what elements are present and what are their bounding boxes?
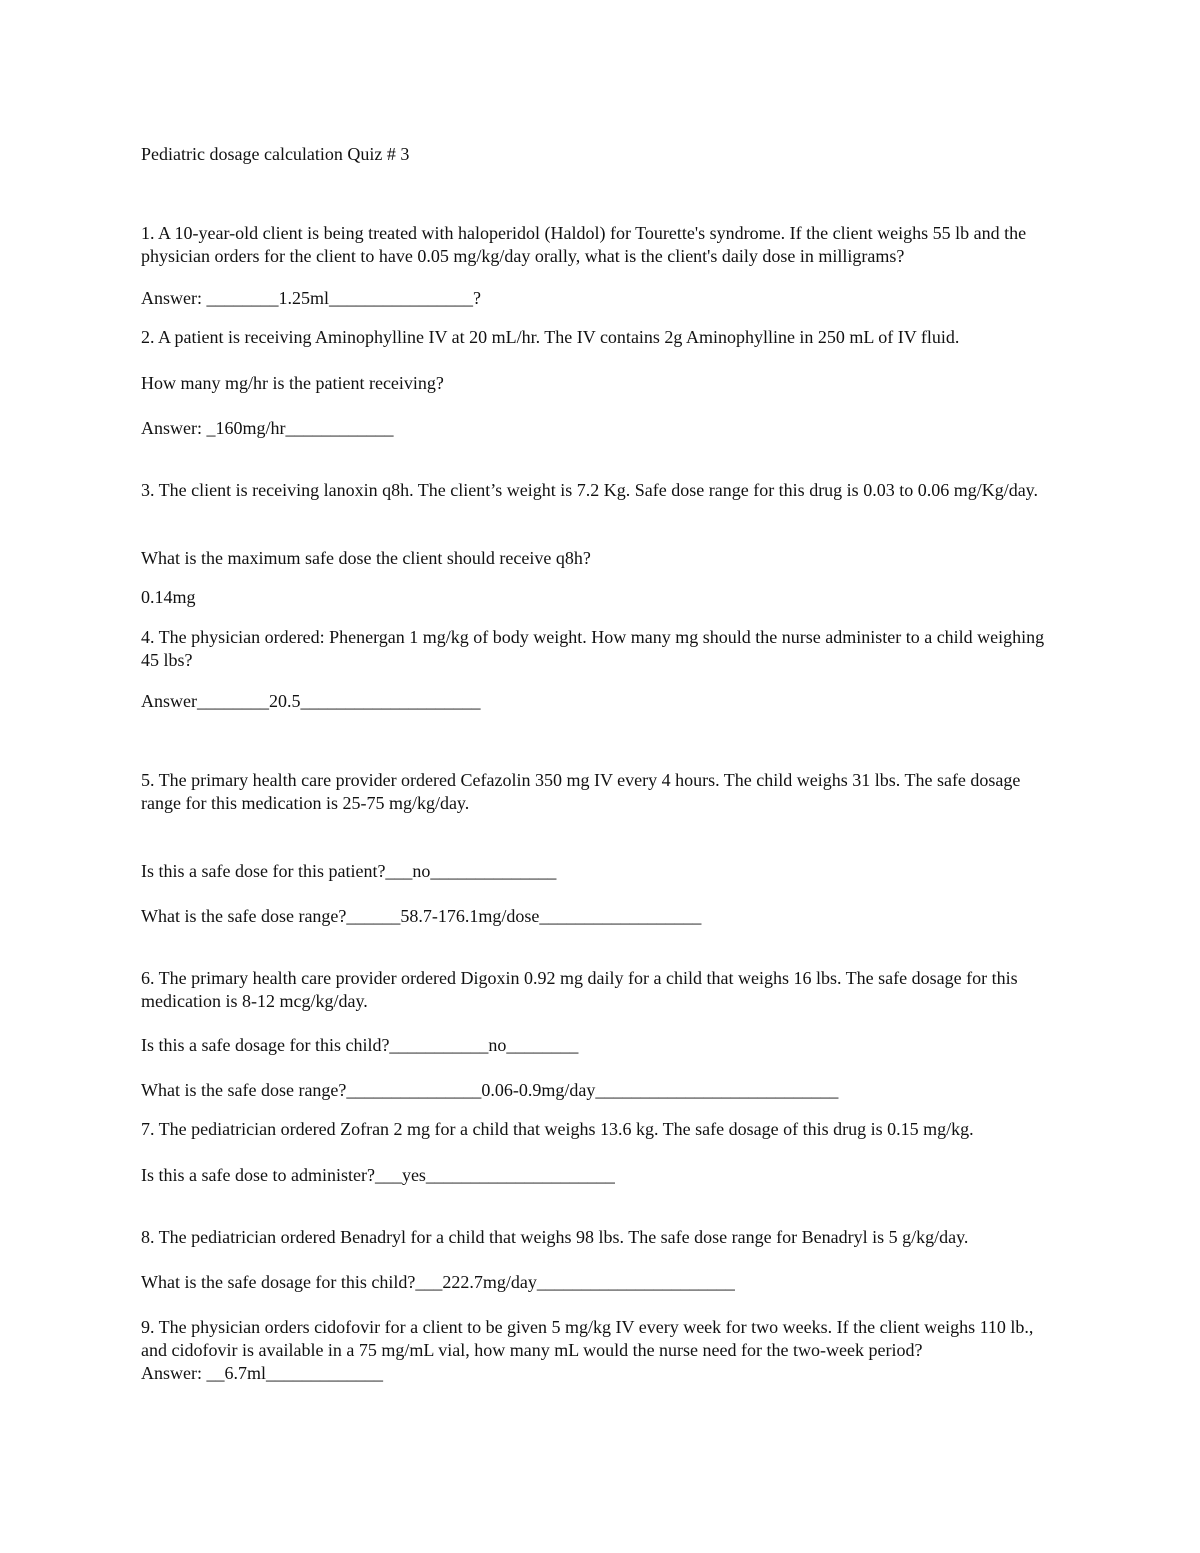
question-3-text: 3. The client is receiving lanoxin q8h. The client’s weight is 7.2 Kg. Safe dose range for this drug is 0.03 to 0.06 mg/Kg/day. [141, 480, 1039, 500]
question-1-answer: Answer: ________1.25ml________________? [141, 288, 481, 308]
question-2-question: How many mg/hr is the patient receiving? [141, 373, 444, 393]
question-9-answer: Answer: __6.7ml_____________ [141, 1363, 383, 1383]
question-2-text: 2. A patient is receiving Aminophylline IV at 20 mL/hr. The IV contains 2g Aminophylline in 250 mL of IV fluid. [141, 327, 960, 347]
question-7-safe-question: Is this a safe dose to administer?___yes_____________________ [141, 1165, 615, 1185]
question-6-range-question: What is the safe dose range?_______________0.06-0.9mg/day___________________________ [141, 1080, 839, 1100]
question-3-answer: 0.14mg [141, 587, 196, 607]
question-3-question: What is the maximum safe dose the client should receive q8h? [141, 548, 591, 568]
document-title: Pediatric dosage calculation Quiz # 3 [141, 144, 410, 164]
question-5-text: 5. The primary health care provider ordered Cefazolin 350 mg IV every 4 hours. The child weighs 31 lbs. The safe dosage range for this medication is 25-75 mg/kg/day. [141, 770, 1021, 813]
question-5-range-question: What is the safe dose range?______58.7-176.1mg/dose__________________ [141, 906, 702, 926]
question-8-text: 8. The pediatrician ordered Benadryl for a child that weighs 98 lbs. The safe dose range for Benadryl is 5 g/kg/day. [141, 1227, 969, 1247]
question-9-text: 9. The physician orders cidofovir for a client to be given 5 mg/kg IV every week for two weeks. If the client weighs 110 lb., and cidofovir is available in a 75 mg/mL vial, how many mL would the nurse need for the two-week period? [141, 1317, 1034, 1360]
question-6-text: 6. The primary health care provider ordered Digoxin 0.92 mg daily for a child that weighs 16 lbs. The safe dosage for this medication is 8-12 mcg/kg/day. [141, 968, 1018, 1011]
question-8-safe-question: What is the safe dosage for this child?___222.7mg/day______________________ [141, 1272, 735, 1292]
question-1-text: 1. A 10-year-old client is being treated with haloperidol (Haldol) for Tourette's syndrome. If the client weighs 55 lb and the physician orders for the client to have 0.05 mg/kg/day orally, what is the client's daily dose in milligrams? [141, 223, 1027, 266]
question-6-safe-question: Is this a safe dosage for this child?___________no________ [141, 1035, 579, 1055]
question-4-answer: Answer________20.5____________________ [141, 691, 481, 711]
question-7-text: 7. The pediatrician ordered Zofran 2 mg for a child that weighs 13.6 kg. The safe dosage of this drug is 0.15 mg/kg. [141, 1119, 974, 1139]
question-5-safe-question: Is this a safe dose for this patient?___no______________ [141, 861, 557, 881]
question-2-answer: Answer: _160mg/hr____________ [141, 418, 394, 438]
question-4-text: 4. The physician ordered: Phenergan 1 mg/kg of body weight. How many mg should the nurse administer to a child weighing 45 lbs? [141, 627, 1045, 670]
